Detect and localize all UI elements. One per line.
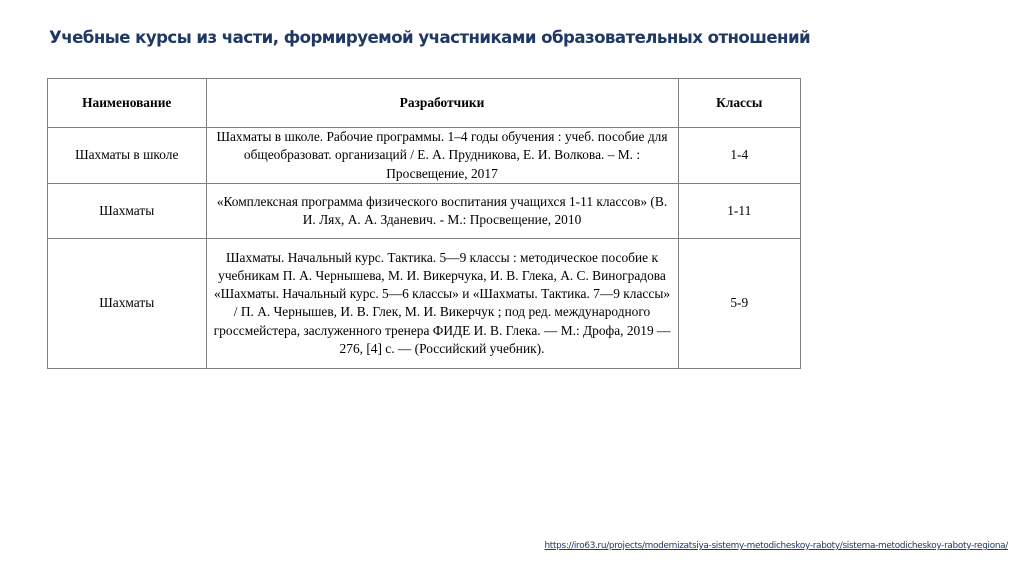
table-header-row <box>48 79 801 128</box>
slide-title: Учебные курсы из части, формируемой участниками образовательных отношений <box>49 28 811 47</box>
course-name-cell: Шахматы <box>48 183 207 238</box>
developers-cell: «Комплексная программа физического воспитания учащихся 1-11 классов» (В. И. Лях, А. А. Зданевич. - М.: Просвещение, 2010 <box>206 183 678 238</box>
course-name-cell: Шахматы в школе <box>48 128 207 184</box>
grades-cell: 5-9 <box>678 238 800 368</box>
header-grades: Классы <box>678 79 800 128</box>
grades-cell: 1-4 <box>678 128 800 184</box>
source-link[interactable]: https://iro63.ru/projects/modernizatsiya-sistemy-metodicheskoy-raboty/sistema-metodicheskoy-raboty-regiona/ <box>544 541 1008 551</box>
table-row <box>48 128 801 184</box>
grades-cell: 1-11 <box>678 183 800 238</box>
developers-cell: Шахматы. Начальный курс. Тактика. 5—9 классы : методическое пособие к учебникам П. А. Чернышева, М. И. Викерчука, И. В. Глека, А. С. Виноградова «Шахматы. Начальный курс. 5—6 классы» и «Шахматы. Тактика. 7—9 классы» / П. А. Чернышев, И. В. Глек, М. И. Викерчук ; под ред. международного гроссмейстера, заслуженного тренера ФИДЕ И. В. Глека. — М.: Дрофа, 2019 — 276, [4] с. — (Российский учебник). <box>206 238 678 368</box>
course-name-cell: Шахматы <box>48 238 207 368</box>
courses-table <box>47 78 801 369</box>
table-row <box>48 238 801 368</box>
header-name: Наименование <box>48 79 207 128</box>
table-row <box>48 183 801 238</box>
developers-cell: Шахматы в школе. Рабочие программы. 1–4 годы обучения : учеб. пособие для общеобразоват. организаций / Е. А. Прудникова, Е. И. Волкова. – М. : Просвещение, 2017 <box>206 128 678 184</box>
header-developers: Разработчики <box>206 79 678 128</box>
